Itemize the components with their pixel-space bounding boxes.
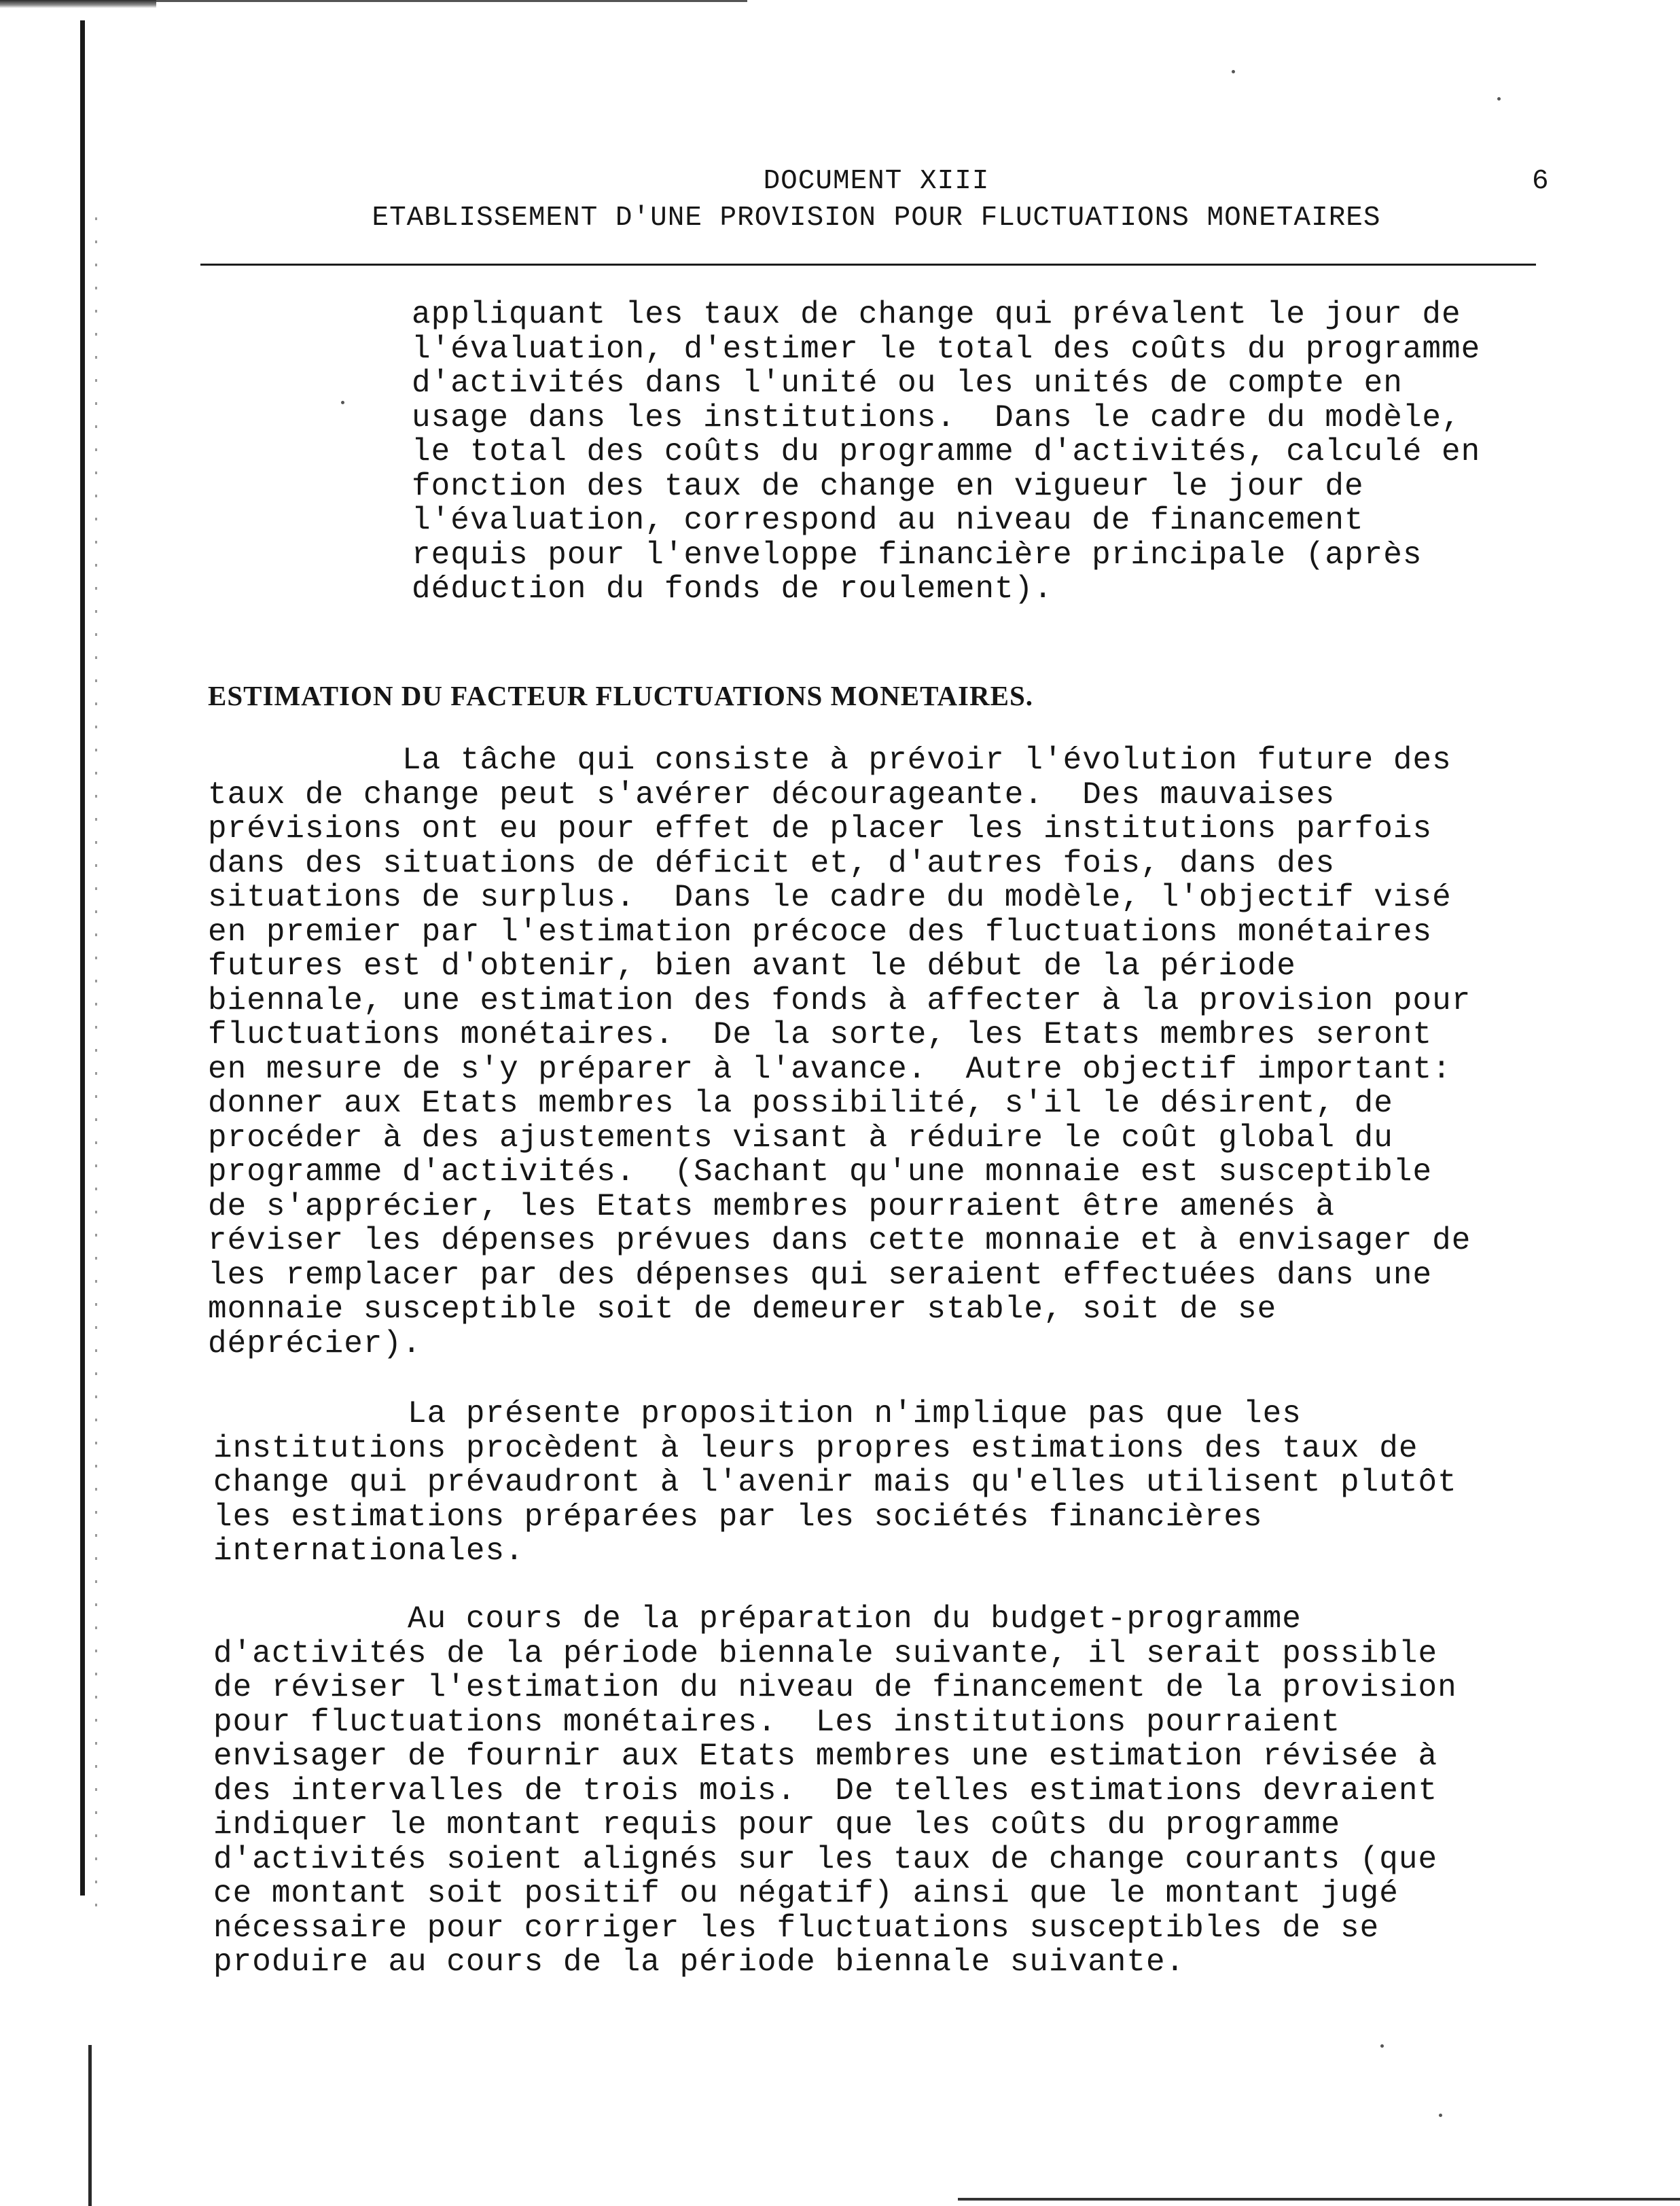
scan-speck	[341, 401, 344, 404]
scan-speck	[1497, 97, 1501, 101]
binding-holes	[95, 217, 97, 1916]
section-heading: ESTIMATION DU FACTEUR FLUCTUATIONS MONETAIRES.	[208, 680, 1034, 711]
scan-speck	[1439, 2114, 1442, 2117]
document-header	[197, 163, 1556, 236]
document-number: DOCUMENT XIII	[763, 166, 990, 197]
scan-edge-left	[80, 20, 85, 1896]
header-rule	[200, 264, 1536, 266]
paragraph-estimation: La tâche qui consiste à prévoir l'évolution future des taux de change peut s'avérer décourageante. Des mauvaises prévisions ont eu pour effet de placer les institutions parfois dans des situations de déficit et, d'autres fois, dans des situations de surplus. Dans le cadre du modèle, l'objectif visé en premier par l'estimation précoce des fluctuations monétaires futures est d'obtenir, bien avant le début de la période biennale, une estimation des fonds à affecter à la provision pour fluctuations monétaires. De la sorte, les Etats membres seront en mesure de s'y préparer à l'avance. Autre objectif important: donner aux Etats membres la possibilité, s'il le désirent, de procéder à des ajustements visant à réduire le coût global du programme d'activités. (Sachant qu'une monnaie est susceptible de s'apprécier, les Etats membres pourraient être amenés à réviser les dépenses prévues dans cette monnaie et à envisager de les remplacer par des dépenses qui seraient effectuées dans une monnaie susceptible soit de demeurer stable, soit de se déprécier).	[208, 743, 1471, 1362]
page-number: 6	[1532, 166, 1549, 197]
scan-edge-bottom	[958, 2198, 1680, 2201]
paragraph-continuation: appliquant les taux de change qui prévalent le jour de l'évaluation, d'estimer le total des coûts du programme d'activités dans l'unité ou les unités de compte en usage dans les institutions. Dans le cadre du modèle, le total des coûts du programme d'activités, calculé en fonction des taux de change en vigueur le jour de l'évaluation, correspond au niveau de financement requis pour l'enveloppe financière principale (après déduction du fonds de roulement).	[412, 297, 1481, 607]
scan-speck	[1232, 70, 1235, 73]
paragraph-proposition: La présente proposition n'implique pas que les institutions procèdent à leurs propres estimations des taux de change qui prévaudront à l'avenir mais qu'elles utilisent plutôt les estimations préparées par les sociétés financières internationales.	[213, 1396, 1457, 1569]
scan-corner-mark	[0, 0, 156, 8]
scan-edge-left-lower	[88, 2045, 92, 2206]
paragraph-revision: Au cours de la préparation du budget-programme d'activités de la période biennale suivante, il serait possible de réviser l'estimation du niveau de financement de la provision pour fluctuations monétaires. Les institutions pourraient envisager de fournir aux Etats membres une estimation révisée à des intervalles de trois mois. De telles estimations devraient indiquer le montant requis pour que les coûts du programme d'activités soient alignés sur les taux de change courants (que ce montant soit positif ou négatif) ainsi que le montant jugé nécessaire pour corriger les fluctuations susceptibles de se produire au cours de la période biennale suivante.	[213, 1601, 1457, 1980]
scan-speck	[1380, 2044, 1384, 2048]
document-title: ETABLISSEMENT D'UNE PROVISION POUR FLUCTUATIONS MONETAIRES	[372, 202, 1381, 234]
